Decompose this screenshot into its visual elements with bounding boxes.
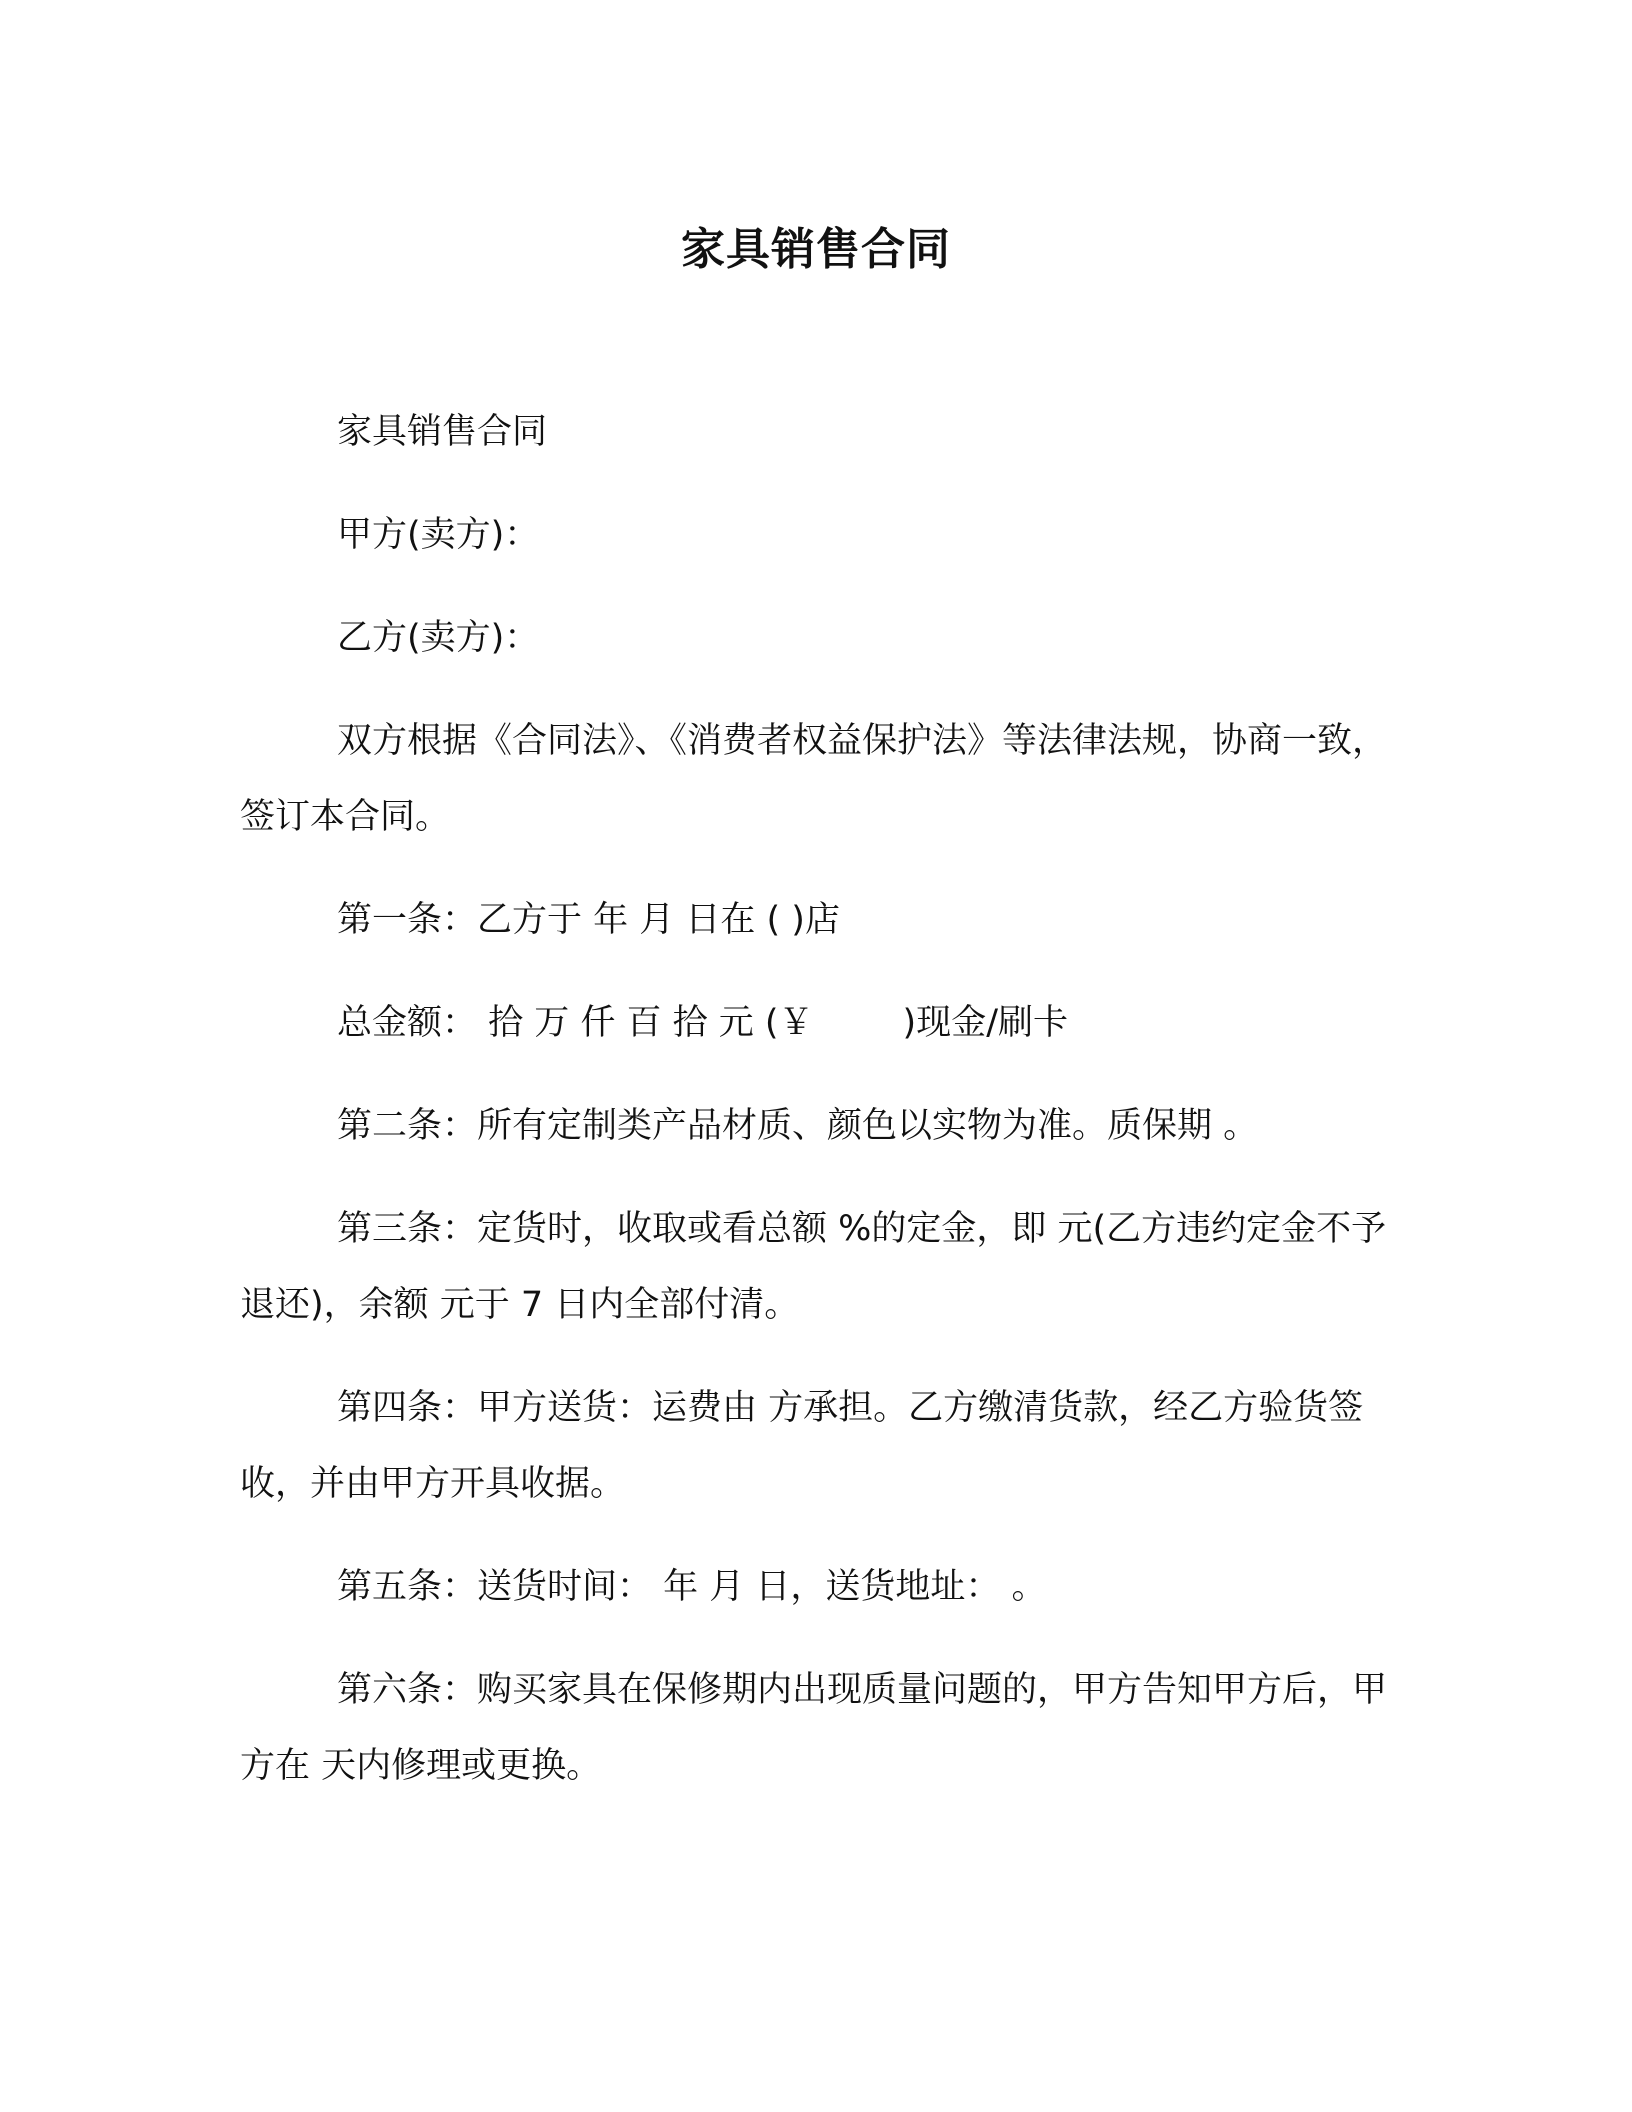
paragraph-party-b: 乙方(卖方)： [337, 618, 540, 658]
paragraph-article-1: 第一条：乙方于 年 月 日在 ( )店 [337, 900, 840, 940]
document-title: 家具销售合同 [681, 224, 951, 275]
document-body [240, 394, 1400, 1831]
paragraph-article-2: 第二条：所有定制类产品材质、颜色以实物为准。质保期 。 [337, 1106, 1259, 1146]
paragraph-total-amount: 总金额： 拾 万 仟 百 拾 元 (￥ )现金/刷卡 [337, 1003, 1068, 1043]
paragraph-article-4: 第四条：甲方送货：运费由 方承担。乙方缴清货款，经乙方验货签收，并由甲方开具收据。 [240, 1388, 1364, 1504]
paragraph-article-6: 第六条：购买家具在保修期内出现质量问题的，甲方告知甲方后，甲方在 天内修理或更换。 [240, 1670, 1388, 1786]
paragraph-party-a: 甲方(卖方)： [337, 515, 540, 555]
paragraph-article-5: 第五条：送货时间： 年 月 日，送货地址： 。 [337, 1567, 1047, 1607]
paragraph-preamble: 双方根据《合同法》、《消费者权益保护法》等法律法规，协商一致，签订本合同。 [240, 721, 1388, 837]
paragraph-heading: 家具销售合同 [337, 412, 548, 452]
paragraph-article-3: 第三条：定货时，收取或看总额 %的定金，即 元(乙方违约定金不予退还)，余额 元于 7 日内全部付清。 [240, 1209, 1387, 1325]
